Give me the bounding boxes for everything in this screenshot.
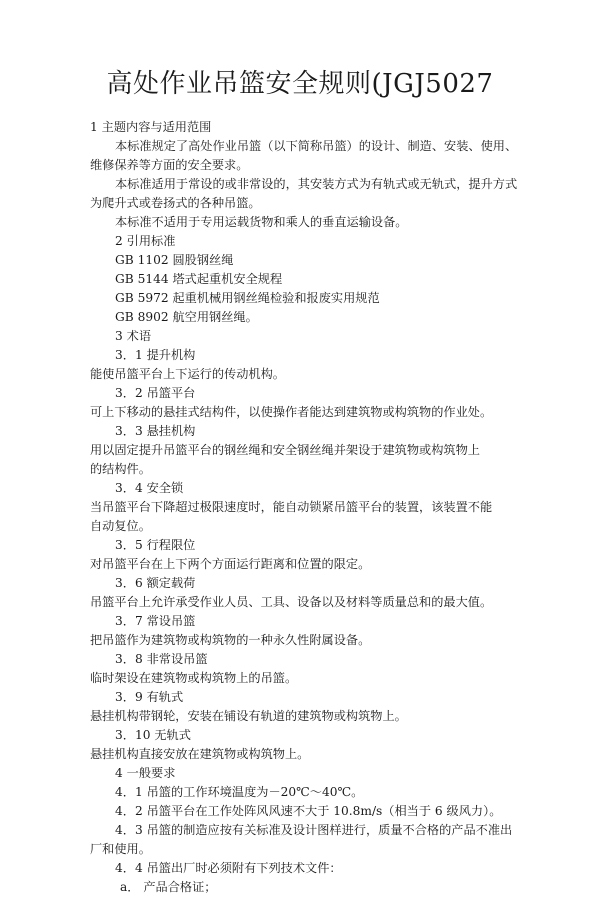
- requirement-item: 4．4 吊篮出厂时必须附有下列技术文件：: [115, 861, 342, 875]
- document-title: 高处作业吊篮安全规则(JGJ5027: [106, 69, 494, 99]
- term-definition: 的结构件。: [90, 462, 151, 476]
- standard-ref: GB 1102 圆股钢丝绳: [115, 253, 234, 267]
- term-heading: 3．9 有轨式: [115, 690, 184, 704]
- section-heading-1: 1 主题内容与适用范围: [90, 120, 212, 134]
- requirement-item: 4．3 吊篮的制造应按有关标准及设计图样进行，质量不合格的产品不准出: [115, 823, 513, 837]
- term-definition: 自动复位。: [90, 519, 151, 533]
- term-heading: 3．3 悬挂机构: [115, 424, 196, 438]
- term-definition: 吊篮平台上允许承受作业人员、工具、设备以及材料等质量总和的最大值。: [90, 595, 493, 609]
- term-heading: 3．7 常设吊篮: [115, 614, 196, 628]
- paragraph-line: 维修保养等方面的安全要求。: [90, 158, 249, 172]
- document-body: [90, 118, 520, 897]
- standard-ref: GB 5144 塔式起重机安全规程: [115, 272, 283, 286]
- term-heading: 3．10 无轨式: [115, 728, 191, 742]
- section-heading-4: 4 一般要求: [115, 766, 176, 780]
- requirement-item: 4．2 吊篮平台在工作处阵风风速不大于 10.8m/s（相当于 6 级风力）。: [115, 804, 502, 818]
- term-definition: 临时架设在建筑物或构筑物上的吊篮。: [90, 671, 298, 685]
- term-definition: 把吊篮作为建筑物或构筑物的一种永久性附属设备。: [90, 633, 371, 647]
- term-heading: 3．2 吊篮平台: [115, 386, 196, 400]
- requirement-item: 4．1 吊篮的工作环境温度为－20℃～40℃。: [115, 785, 364, 799]
- term-definition: 用以固定提升吊篮平台的钢丝绳和安全钢丝绳并架设于建筑物或构筑物上: [90, 443, 480, 457]
- section-heading-3: 3 术语: [115, 329, 152, 343]
- requirement-item: 厂和使用。: [90, 842, 151, 856]
- term-definition: 对吊篮平台在上下两个方面运行距离和位置的限定。: [90, 557, 371, 571]
- paragraph-line: 本标准不适用于专用运载货物和乘人的垂直运输设备。: [115, 215, 408, 229]
- term-heading: 3．1 提升机构: [115, 348, 196, 362]
- paragraph-line: 本标准规定了高处作业吊篮（以下简称吊篮）的设计、制造、安装、使用、: [115, 139, 518, 153]
- term-definition: 悬挂机构直接安放在建筑物或构筑物上。: [90, 747, 310, 761]
- term-heading: 3．8 非常设吊篮: [115, 652, 208, 666]
- term-definition: 可上下移动的悬挂式结构件，以使操作者能达到建筑物或构筑物的作业处。: [90, 405, 493, 419]
- term-heading: 3．4 安全锁: [115, 481, 184, 495]
- term-definition: 当吊篮平台下降超过极限速度时，能自动锁紧吊篮平台的装置，该装置不能: [90, 500, 493, 514]
- paragraph-line: 本标准适用于常设的或非常设的，其安装方式为有轨式或无轨式，提升方式: [115, 177, 518, 191]
- list-item: a． 产品合格证；: [120, 880, 217, 894]
- term-definition: 悬挂机构带钢轮，安装在铺设有轨道的建筑物或构筑物上。: [90, 709, 407, 723]
- term-heading: 3．6 额定载荷: [115, 576, 196, 590]
- term-definition: 能使吊篮平台上下运行的传动机构。: [90, 367, 285, 381]
- standard-ref: GB 5972 起重机械用钢丝绳检验和报废实用规范: [115, 291, 380, 305]
- term-heading: 3．5 行程限位: [115, 538, 196, 552]
- standard-ref: GB 8902 航空用钢丝绳。: [115, 310, 258, 324]
- paragraph-line: 为爬升式或卷扬式的各种吊篮。: [90, 196, 261, 210]
- section-heading-2: 2 引用标准: [115, 234, 176, 248]
